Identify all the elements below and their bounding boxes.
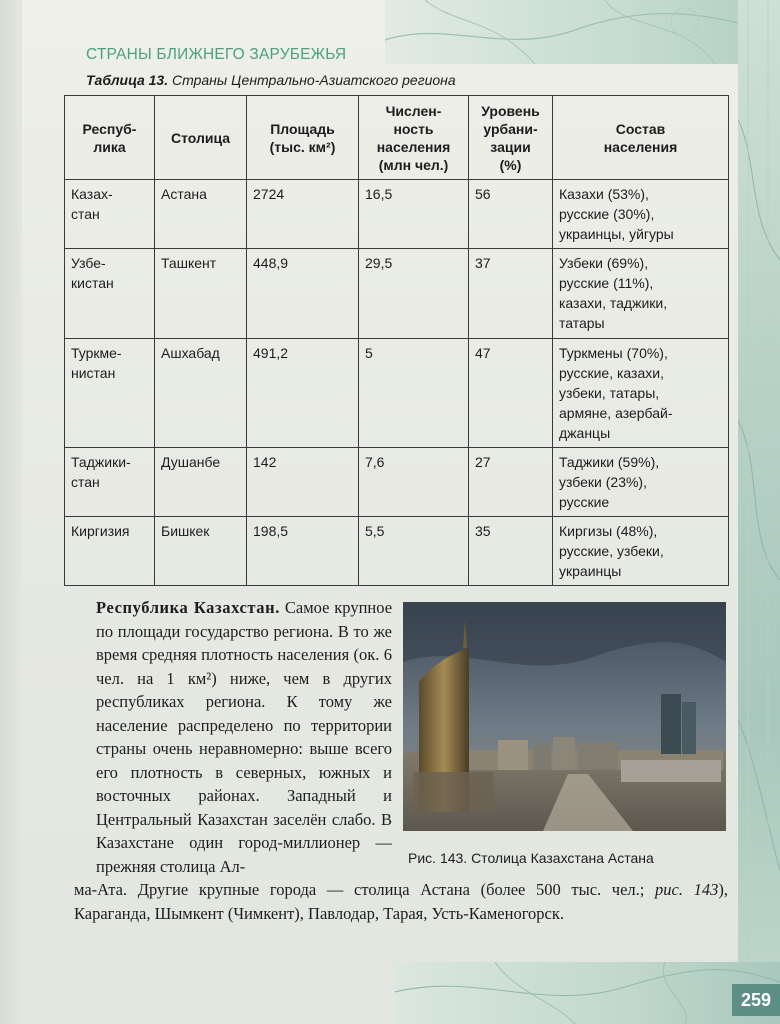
continued-text-part-1: ма-Ата. Другие крупные города — столица Астана (более 500 тыс. чел.; — [74, 880, 656, 899]
cell-composition: Узбеки (69%), русские (11%), казахи, таджики, татары — [553, 249, 729, 339]
continued-text-part-2: ), Караганда, Шымкент (Чимкент), Павлодар, Тарая, Усть-Каменогорск. — [74, 880, 728, 923]
table-header-row — [65, 96, 729, 180]
countries-table — [64, 95, 729, 586]
page-gutter — [0, 0, 22, 1024]
cell-population: 5,5 — [359, 517, 469, 586]
table-caption — [86, 72, 456, 88]
cell-area: 2724 — [247, 180, 359, 249]
cell-area: 491,2 — [247, 339, 359, 448]
cell-population: 7,6 — [359, 448, 469, 517]
cell-population: 29,5 — [359, 249, 469, 339]
cell-population: 16,5 — [359, 180, 469, 249]
page-number: 259 — [732, 984, 780, 1016]
cell-urbanization: 47 — [469, 339, 553, 448]
cell-capital: Ашхабад — [155, 339, 247, 448]
figure-caption: Рис. 143. Столица Казахстана Астана — [408, 850, 654, 866]
cell-urbanization: 37 — [469, 249, 553, 339]
kazakhstan-paragraph — [96, 596, 392, 878]
cell-composition: Казахи (53%), русские (30%), украинцы, уйгуры — [553, 180, 729, 249]
cell-area: 198,5 — [247, 517, 359, 586]
map-decoration-bottom — [395, 962, 780, 1024]
kazakhstan-lead: Республика Казахстан. — [96, 598, 280, 617]
table-row — [65, 180, 729, 249]
table-row — [65, 339, 729, 448]
map-decoration-right — [738, 0, 780, 1024]
cell-composition: Таджики (59%), узбеки (23%), русские — [553, 448, 729, 517]
cell-urbanization: 56 — [469, 180, 553, 249]
table-row — [65, 448, 729, 517]
cell-composition: Туркмены (70%), русские, казахи, узбеки, татары, армяне, азербай- джанцы — [553, 339, 729, 448]
cell-area: 448,9 — [247, 249, 359, 339]
cell-capital: Астана — [155, 180, 247, 249]
header-composition: Состав населения — [553, 96, 729, 180]
header-population: Числен- ность населения (млн чел.) — [359, 96, 469, 180]
table-caption-number: Таблица 13. — [86, 72, 169, 88]
astana-photo-image — [403, 602, 726, 831]
cell-republic: Узбе- кистан — [65, 249, 155, 339]
table-row — [65, 517, 729, 586]
header-area: Площадь (тыс. км²) — [247, 96, 359, 180]
cell-republic: Киргизия — [65, 517, 155, 586]
cell-capital: Душанбе — [155, 448, 247, 517]
section-header: СТРАНЫ БЛИЖНЕГО ЗАРУБЕЖЬЯ — [86, 46, 347, 63]
cell-composition: Киргизы (48%), русские, узбеки, украинцы — [553, 517, 729, 586]
kazakhstan-paragraph-continued — [74, 878, 728, 925]
cell-urbanization: 35 — [469, 517, 553, 586]
header-urbanization: Уровень урбани- зации (%) — [469, 96, 553, 180]
cell-republic: Туркме- нистан — [65, 339, 155, 448]
astana-photo — [403, 602, 726, 831]
cell-republic: Казах- стан — [65, 180, 155, 249]
kazakhstan-column-text: Самое крупное по площади государство региона. В то же время средняя плотность населения (ок. 6 чел. на 1 км²) ниже, чем в других республиках региона. К тому же население распределено по территории страны очень неравномерно: выше всего его плотность в северных, южных и восточных районах. Западный и Центральный Казахстан заселён слабо. В Казахстане один город-миллионер — прежняя столица Ал- — [96, 598, 393, 876]
cell-area: 142 — [247, 448, 359, 517]
table-row — [65, 249, 729, 339]
cell-republic: Таджики- стан — [65, 448, 155, 517]
cell-population: 5 — [359, 339, 469, 448]
cell-capital: Ташкент — [155, 249, 247, 339]
cell-capital: Бишкек — [155, 517, 247, 586]
map-decoration-top — [385, 0, 780, 64]
figure-reference: рис. 143 — [655, 880, 719, 899]
table-caption-title: Страны Центрально-Азиатского региона — [171, 72, 456, 88]
cell-urbanization: 27 — [469, 448, 553, 517]
header-capital: Столица — [155, 96, 247, 180]
header-republic: Респуб- лика — [65, 96, 155, 180]
